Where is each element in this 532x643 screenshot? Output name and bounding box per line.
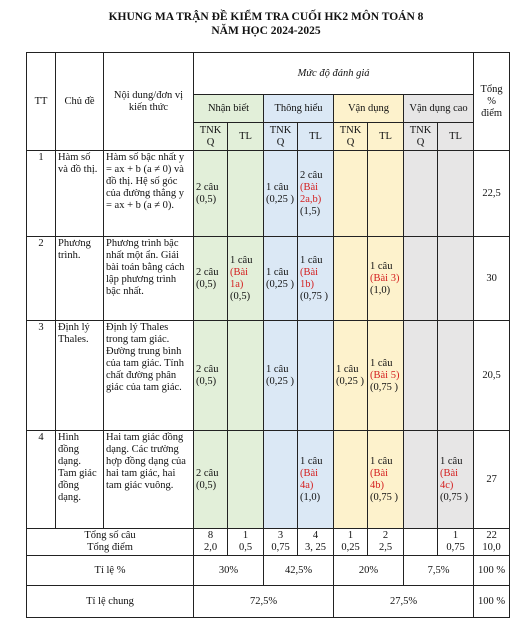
- cell-diem: (0,75 ): [440, 491, 468, 503]
- total-cau: 1: [452, 530, 459, 541]
- cell-vdc-tl: [438, 321, 474, 431]
- cell-cau: 1 câu: [230, 254, 253, 266]
- cell-vd-tl: [368, 151, 404, 237]
- cell-bai: (Bài 4c): [440, 467, 459, 491]
- header-vd-tl: TL: [368, 123, 404, 151]
- header-tt: TT: [27, 53, 56, 151]
- header-nb-tl: TL: [228, 123, 264, 151]
- cell-nb-tnkq: 2 câu (0,5): [194, 237, 228, 321]
- ti-le-row: [27, 556, 510, 586]
- total-vd-tl: [368, 529, 404, 556]
- ti-le-th: 42,5%: [264, 556, 334, 586]
- row-tt: 1: [27, 151, 56, 237]
- cell-vd-tnkq: [334, 151, 368, 237]
- header-vd-tnkq: TNK Q: [334, 123, 368, 151]
- cell-vd-tnkq: [334, 431, 368, 529]
- total-cau: 3: [277, 530, 284, 541]
- cell-nb-tl: [228, 321, 264, 431]
- row-noi-dung: Định lý Thales trong tam giác. Đường trung bình của tam giác. Tính chất đường phân giác của tam giác.: [104, 321, 194, 431]
- header-vdc-tnkq: TNK Q: [404, 123, 438, 151]
- ti-le-vd: 20%: [334, 556, 404, 586]
- ti-le-nb: 30%: [194, 556, 264, 586]
- row-chu-de: Hàm số và đồ thị.: [56, 151, 104, 237]
- cell-cau: 1 câu: [300, 254, 323, 266]
- matrix-table: [26, 52, 510, 618]
- cell-cau: 2 câu: [300, 169, 323, 181]
- cell-nb-tl: [228, 431, 264, 529]
- totals-label-cau: Tổng số câu: [84, 530, 136, 541]
- ti-le-chung-right: 27,5%: [334, 586, 474, 618]
- totals-label: [27, 529, 194, 556]
- cell-vdc-tl: [438, 151, 474, 237]
- row-chu-de: Phương trình.: [56, 237, 104, 321]
- cell-tong: 30: [474, 237, 510, 321]
- total-nb-tl: [228, 529, 264, 556]
- document-title: [0, 10, 532, 38]
- total-vd-tnkq: [334, 529, 368, 556]
- cell-bai: (Bài 4a): [300, 467, 319, 491]
- cell-bai: (Bài 1b): [300, 266, 319, 290]
- total-diem: 0,5: [238, 542, 253, 553]
- total-vdc-tnkq: [404, 529, 438, 556]
- total-cau: 1: [242, 530, 249, 541]
- table-row: [27, 151, 510, 237]
- total-cau: 1: [347, 530, 354, 541]
- total-tong: [474, 529, 510, 556]
- cell-th-tl: [298, 237, 334, 321]
- cell-cau: 1 câu: [370, 260, 393, 272]
- cell-nb-tnkq: 2 câu (0,5): [194, 321, 228, 431]
- header-chu-de: Chủ đề: [56, 53, 104, 151]
- header-muc-do: Mức độ đánh giá: [194, 53, 474, 95]
- header-van-dung-cao: Vận dụng cao: [404, 95, 474, 123]
- cell-cau: 1 câu: [440, 455, 463, 467]
- total-diem: 2,5: [378, 542, 393, 553]
- total-cau: 22: [486, 530, 497, 541]
- total-vdc-tl: [438, 529, 474, 556]
- total-diem: 0,75: [446, 542, 465, 553]
- cell-vdc-tnkq: [404, 237, 438, 321]
- cell-th-tnkq: 1 câu (0,25 ): [264, 321, 298, 431]
- cell-diem: (0,5): [230, 290, 251, 302]
- cell-th-tl: [298, 151, 334, 237]
- cell-cau: 1 câu: [370, 455, 393, 467]
- cell-diem: (0,75 ): [370, 381, 398, 393]
- ti-le-chung-row: [27, 586, 510, 618]
- header-th-tl: TL: [298, 123, 334, 151]
- row-noi-dung: Hàm số bậc nhất y = ax + b (a ≠ 0) và đồ thị. Hệ số góc của đường thẳng y = ax + b (a ≠ 0).: [104, 151, 194, 237]
- total-diem: 0,25: [341, 542, 360, 553]
- total-th-tnkq: [264, 529, 298, 556]
- header-thong-hieu: Thông hiểu: [264, 95, 334, 123]
- table-row: [27, 431, 510, 529]
- cell-bai: (Bài 3): [370, 272, 400, 284]
- header-van-dung: Vận dụng: [334, 95, 404, 123]
- cell-nb-tnkq: 2 câu (0,5): [194, 431, 228, 529]
- cell-bai: (Bài 4b): [370, 467, 389, 491]
- cell-diem: (1,0): [300, 491, 321, 503]
- row-tt: 2: [27, 237, 56, 321]
- total-diem: 3, 25: [305, 542, 326, 553]
- title-line-1: KHUNG MA TRẬN ĐỀ KIỂM TRA CUỐI HK2 MÔN TOÁN 8: [108, 11, 424, 23]
- cell-vdc-tnkq: [404, 151, 438, 237]
- cell-vdc-tl: [438, 431, 474, 529]
- cell-nb-tnkq: 2 câu (0,5): [194, 151, 228, 237]
- row-chu-de: Định lý Thales.: [56, 321, 104, 431]
- header-vdc-tl: TL: [438, 123, 474, 151]
- total-cau: 4: [312, 530, 319, 541]
- header-nhan-biet: Nhận biết: [194, 95, 264, 123]
- row-tt: 3: [27, 321, 56, 431]
- cell-diem: (1,5): [300, 205, 321, 217]
- totals-row: [27, 529, 510, 556]
- cell-nb-tl: [228, 151, 264, 237]
- cell-vd-tl: [368, 321, 404, 431]
- total-th-tl: [298, 529, 334, 556]
- total-diem: 2,0: [203, 542, 218, 553]
- ti-le-tong: 100 %: [474, 556, 510, 586]
- row-chu-de: Hình đồng dạng. Tam giác đồng dạng.: [56, 431, 104, 529]
- total-diem: 10,0: [482, 542, 501, 553]
- total-diem: 0,75: [271, 542, 290, 553]
- cell-vdc-tnkq: [404, 431, 438, 529]
- ti-le-vdc: 7,5%: [404, 556, 474, 586]
- header-tong: Tổng % điểm: [474, 53, 510, 151]
- totals-label-diem: Tổng điểm: [87, 542, 133, 553]
- row-noi-dung: Phương trình bậc nhất một ẩn. Giải bài toán bằng cách lập phương trình bậc nhất.: [104, 237, 194, 321]
- header-th-tnkq: TNK Q: [264, 123, 298, 151]
- cell-th-tl: [298, 431, 334, 529]
- cell-tong: 20,5: [474, 321, 510, 431]
- cell-diem: (0,75 ): [370, 491, 398, 503]
- header-noi-dung: Nội dung/đơn vị kiến thức: [104, 53, 194, 151]
- cell-tong: 27: [474, 431, 510, 529]
- title-line-2: NĂM HỌC 2024-2025: [211, 25, 321, 37]
- cell-nb-tl: [228, 237, 264, 321]
- cell-bai: (Bài 5): [370, 369, 400, 381]
- total-nb-tnkq: [194, 529, 228, 556]
- ti-le-chung-tong: 100 %: [474, 586, 510, 618]
- ti-le-label: Tỉ lệ %: [27, 556, 194, 586]
- total-cau: 8: [207, 530, 214, 541]
- table-row: [27, 237, 510, 321]
- cell-vd-tl: [368, 431, 404, 529]
- cell-tong: 22,5: [474, 151, 510, 237]
- cell-diem: (1,0): [370, 284, 391, 296]
- row-tt: 4: [27, 431, 56, 529]
- cell-vdc-tl: [438, 237, 474, 321]
- cell-vd-tl: [368, 237, 404, 321]
- cell-th-tnkq: 1 câu (0,25 ): [264, 237, 298, 321]
- cell-bai: (Bài 1a): [230, 266, 249, 290]
- cell-vdc-tnkq: [404, 321, 438, 431]
- table-row: [27, 321, 510, 431]
- cell-vd-tnkq: 1 câu (0,25 ): [334, 321, 368, 431]
- ti-le-chung-left: 72,5%: [194, 586, 334, 618]
- cell-vd-tnkq: [334, 237, 368, 321]
- cell-cau: 1 câu: [370, 357, 393, 369]
- total-cau: 2: [382, 530, 389, 541]
- cell-th-tnkq: 1 câu (0,25 ): [264, 151, 298, 237]
- cell-cau: 1 câu: [300, 455, 323, 467]
- ti-le-chung-label: Tỉ lệ chung: [27, 586, 194, 618]
- cell-bai: (Bài 2a,b): [300, 181, 322, 205]
- cell-th-tnkq: [264, 431, 298, 529]
- header-nb-tnkq: TNK Q: [194, 123, 228, 151]
- cell-th-tl: [298, 321, 334, 431]
- row-noi-dung: Hai tam giác đồng dạng. Các trường hợp đồng dạng của hai tam giác, hai tam giác vuông.: [104, 431, 194, 529]
- cell-diem: (0,75 ): [300, 290, 328, 302]
